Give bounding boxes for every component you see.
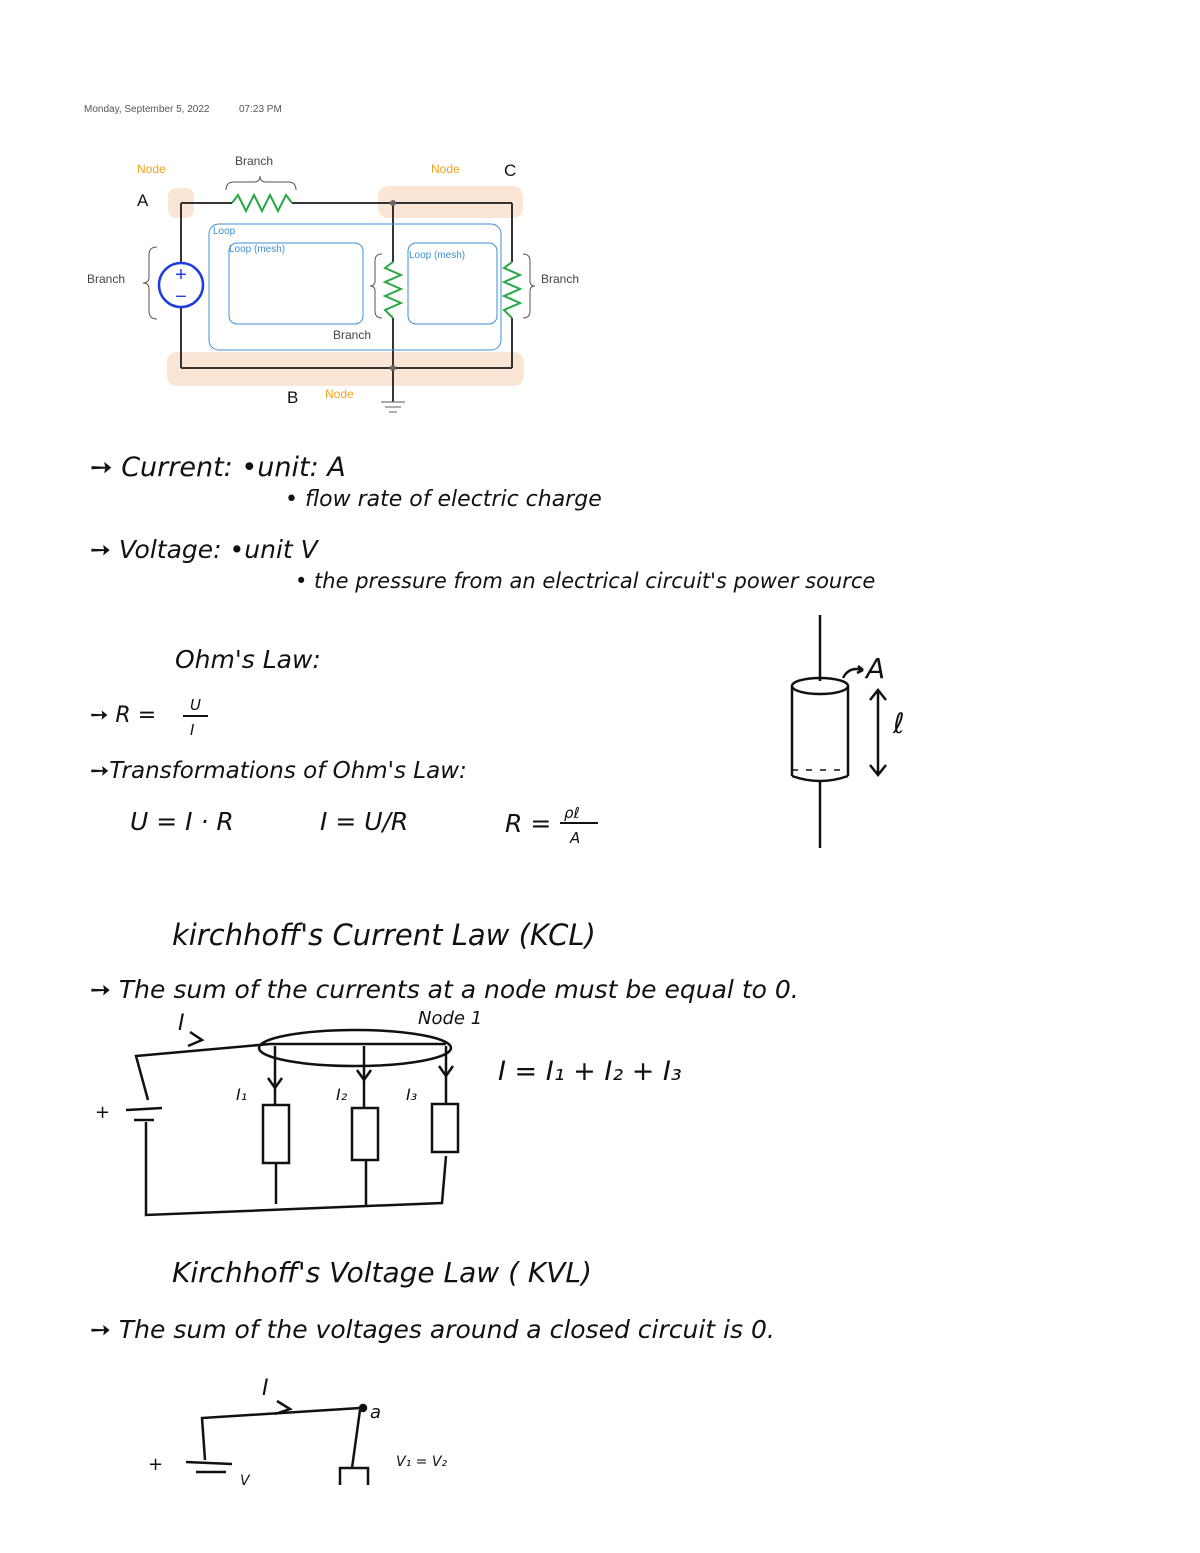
transformations-title: ➙Transformations of Ohm's Law: — [90, 758, 467, 784]
voltage-definition-detail: • the pressure from an electrical circuit's power source — [295, 569, 876, 593]
kcl-i1-label: I₁ — [236, 1085, 248, 1104]
kvl-statement: ➙ The sum of the voltages around a closed circuit is 0. — [90, 1315, 775, 1344]
node-c-label: C — [504, 161, 517, 180]
kvl-circuit-sketch — [186, 1401, 368, 1485]
ohms-law-section — [90, 615, 905, 848]
node-label: Node — [325, 387, 354, 401]
transformation-r-prefix: R = — [505, 809, 552, 838]
branch-label: Branch — [333, 328, 372, 342]
transformation-r-numerator: ρℓ — [564, 804, 580, 822]
loop-label: Loop — [213, 226, 236, 237]
kcl-i3-label: I₃ — [406, 1085, 418, 1104]
kcl-source-sign: + — [95, 1102, 111, 1123]
current-definition-detail: • flow rate of electric charge — [285, 487, 602, 512]
transformation-i: I = U/R — [320, 807, 409, 836]
cross-section-area-label: A — [866, 652, 886, 685]
wire-length-label: ℓ — [893, 707, 905, 740]
wire-cylinder-sketch — [792, 615, 886, 848]
mesh-label: Loop (mesh) — [229, 244, 286, 255]
transformation-u: U = I · R — [130, 807, 234, 836]
kvl-v-label: V — [240, 1473, 250, 1489]
kcl-i2-label: I₂ — [336, 1085, 348, 1104]
ohms-formula-prefix: ➙ R = — [90, 703, 157, 728]
page-date: Monday, September 5, 2022 — [84, 104, 210, 115]
brace-mid — [370, 254, 382, 318]
node-label: Node — [431, 162, 460, 176]
resistor-icon — [504, 262, 520, 318]
brace-left — [143, 247, 157, 319]
resistor-icon — [385, 262, 401, 318]
source-plus: + — [175, 264, 187, 286]
kvl-title: Kirchhoff's Voltage Law ( KVL) — [172, 1256, 592, 1289]
branch-label: Branch — [235, 154, 274, 168]
current-definition-heading: ➙ Current: •unit: A — [90, 452, 346, 483]
kvl-node-a: a — [370, 1402, 382, 1423]
definitions-section — [90, 452, 875, 593]
node-b-label: B — [287, 388, 299, 407]
mesh-outline-left — [229, 243, 363, 324]
kvl-section — [90, 1256, 775, 1489]
mesh-label: Loop (mesh) — [409, 250, 466, 261]
voltage-definition-heading: ➙ Voltage: •unit V — [90, 535, 318, 564]
ohms-formula-denominator: I — [190, 721, 195, 739]
kcl-title: kirchhoff's Current Law (KCL) — [172, 918, 596, 952]
kcl-current-label: I — [178, 1011, 185, 1036]
brace-top — [226, 176, 296, 190]
kcl-node-label: Node 1 — [418, 1008, 483, 1029]
junction-dot — [390, 200, 396, 206]
kcl-section — [90, 918, 799, 1215]
page-time: 07:23 PM — [239, 104, 282, 115]
ohms-law-title: Ohm's Law: — [175, 645, 321, 674]
source-minus: − — [175, 286, 187, 308]
kcl-statement: ➙ The sum of the currents at a node must be equal to 0. — [90, 975, 799, 1004]
ground-icon — [381, 402, 405, 412]
kvl-current-label: I — [262, 1376, 269, 1401]
kvl-equation: V₁ = V₂ — [396, 1454, 448, 1470]
branch-label: Branch — [541, 272, 580, 286]
branch-label: Branch — [87, 272, 126, 286]
kvl-source-sign: + — [148, 1454, 164, 1475]
kcl-equation: I = I₁ + I₂ + I₃ — [498, 1056, 682, 1087]
transformation-r-denominator: A — [570, 829, 581, 847]
node-label: Node — [137, 162, 166, 176]
kcl-circuit-sketch — [126, 1030, 458, 1215]
resistor-icon — [232, 195, 292, 211]
junction-dot — [390, 365, 396, 371]
brace-right — [523, 254, 535, 318]
ohms-formula-numerator: U — [190, 696, 201, 714]
circuit-diagram — [87, 154, 579, 412]
node-a-label: A — [137, 191, 149, 210]
